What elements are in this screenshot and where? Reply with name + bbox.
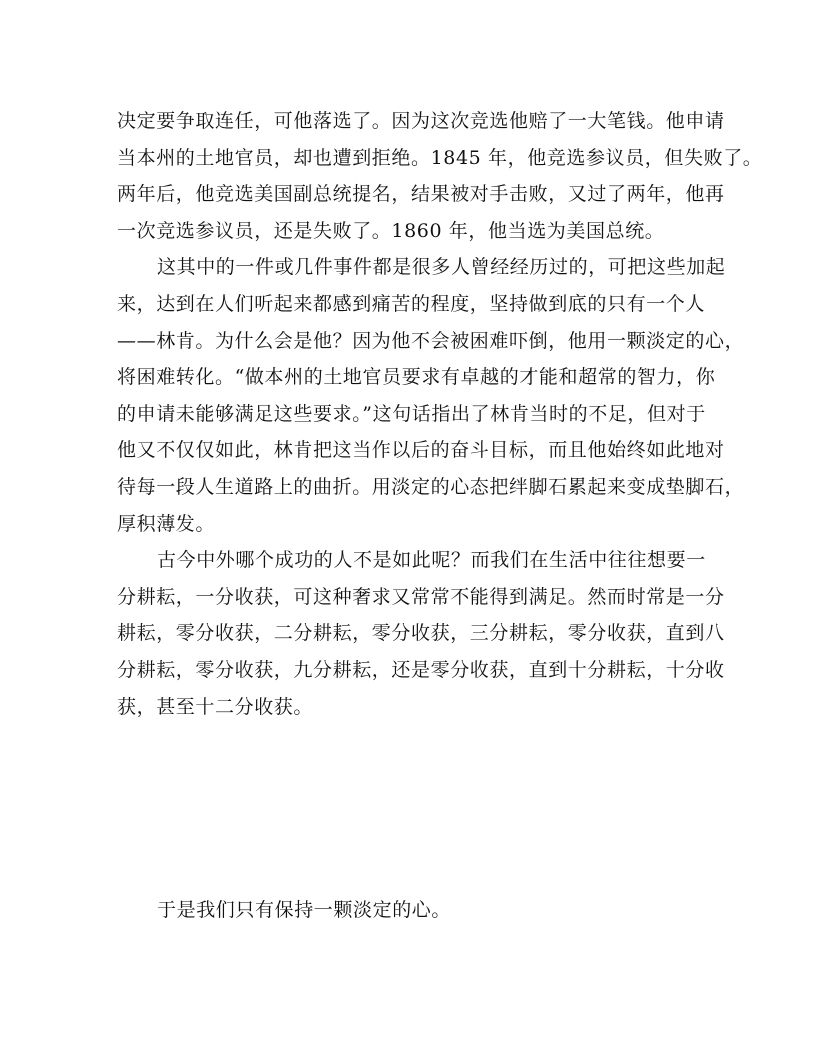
paragraph-3-line-4: 分耕耘，零分收获，九分耕耘，还是零分收获，直到十分耕耘，十分收 xyxy=(117,658,725,681)
paragraph-3-line-1: 古今中外哪个成功的人不是如此呢？而我们在生活中往往想要一 xyxy=(157,549,706,572)
paragraph-2-line-6: 他又不仅仅如此，林肯把这当作以后的奋斗目标，而且他始终如此地对 xyxy=(117,439,725,462)
paragraph-2-line-1: 这其中的一件或几件事件都是很多人曾经经历过的，可把这些加起 xyxy=(157,256,726,279)
closing-line: 于是我们只有保持一颗淡定的心。 xyxy=(157,899,452,921)
paragraph-3-line-2: 分耕耘，一分收获，可这种奢求又常常不能得到满足。然而时常是一分 xyxy=(117,585,725,608)
paragraph-2-line-8: 厚积薄发。 xyxy=(117,512,216,535)
body-text xyxy=(117,103,763,725)
paragraph-2-line-5: 的申请未能够满足这些要求。”这句话指出了林肯当时的不足，但对于 xyxy=(117,402,706,425)
paragraph-1-line-3: 两年后，他竞选美国副总统提名，结果被对手击败，又过了两年，他再 xyxy=(117,183,725,206)
paragraph-3-line-5: 获，甚至十二分收获。 xyxy=(117,695,314,718)
paragraph-2-line-7: 待每一段人生道路上的曲折。用淡定的心态把绊脚石累起来变成垫脚石， xyxy=(117,475,745,498)
paragraph-1-line-4: 一次竞选参议员，还是失败了。1860 年，他当选为美国总统。 xyxy=(117,219,665,242)
paragraph-2-line-2: 来，达到在人们听起来都感到痛苦的程度，坚持做到底的只有一个人 xyxy=(117,292,706,315)
paragraph-2-line-4: 将困难转化。“做本州的土地官员要求有卓越的才能和超常的智力，你 xyxy=(117,366,716,389)
paragraph-1-line-2: 当本州的土地官员，却也遭到拒绝。1845 年，他竞选参议员，但失败了。 xyxy=(117,146,763,169)
paragraph-3-line-3: 耕耘，零分收获，二分耕耘，零分收获，三分耕耘，零分收获，直到八 xyxy=(117,622,725,645)
paragraph-2-line-3: ——林肯。为什么会是他？因为他不会被困难吓倒，他用一颗淡定的心， xyxy=(117,329,745,352)
paragraph-1-line-1: 决定要争取连任，可他落选了。因为这次竞选他赔了一大笔钱。他申请 xyxy=(117,110,725,132)
